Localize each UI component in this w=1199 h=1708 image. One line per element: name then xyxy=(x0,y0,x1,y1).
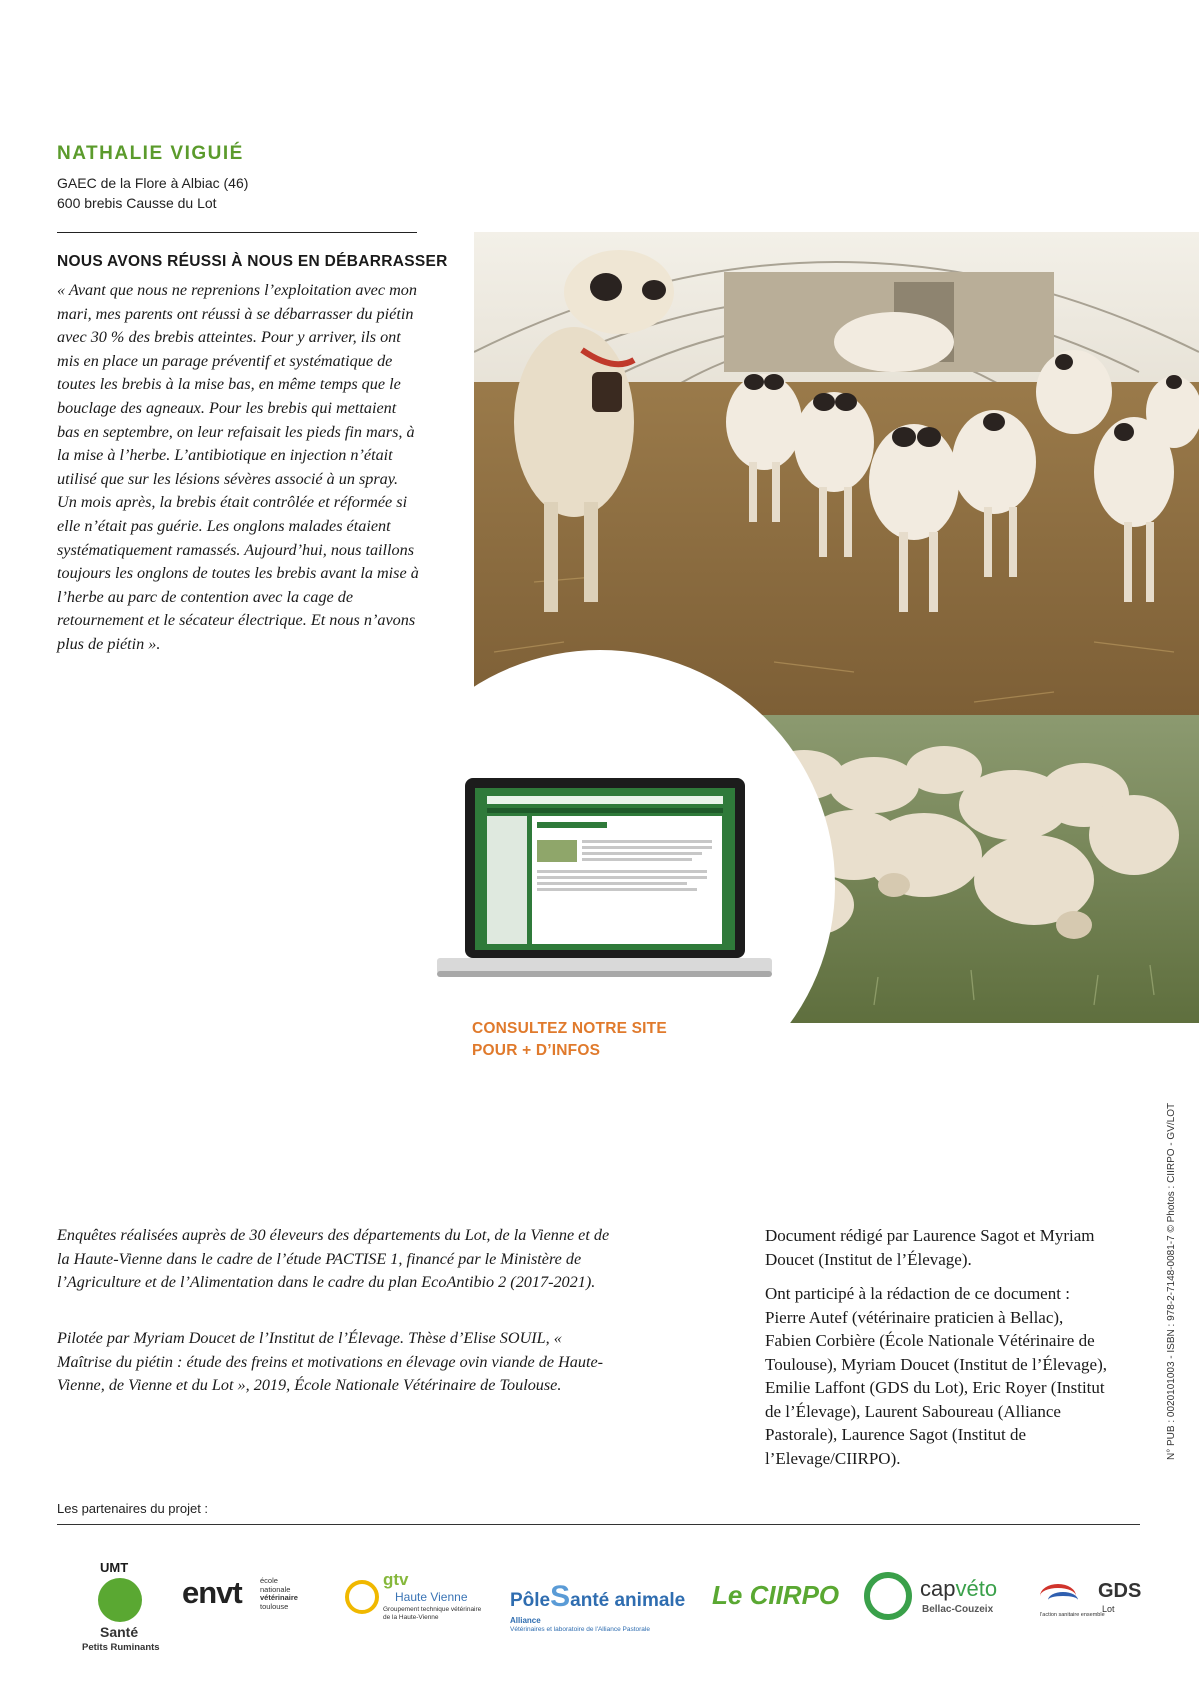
laptop-website-image xyxy=(437,778,772,1000)
participants-credit: Ont participé à la rédaction de ce document : Pierre Autef (vétérinaire praticien à Bellac), Fabien Corbière (École Nationale Vétérinaire de Toulouse), Myriam Doucet (Institut de l’Élevage), Emilie Laffont (GDS du Lot), Eric Royer (Institut de l’Élevage), Laurent Saboureau (Alliance Pastorale), Laurence Sagot (Institut de l’Elevage/CIIRPO). xyxy=(765,1284,1108,1468)
umt-sante-logo: UMT Santé Petits Ruminants xyxy=(82,1560,160,1653)
publication-credit: N° PUB : 0020101003 - ISBN : 978-2-7148-0081-7 © Photos : CIIRPO - GV/LOT xyxy=(1166,1102,1177,1460)
section-heading: NOUS AVONS RÉUSSI À NOUS EN DÉBARRASSER xyxy=(57,253,448,270)
author-farm: GAEC de la Flore à Albiac (46) xyxy=(57,175,249,191)
capveto-arrow-icon xyxy=(864,1572,912,1620)
survey-description: Enquêtes réalisées auprès de 30 éleveurs des départements du Lot, de la Vienne et de la Haute-Vienne dans le cadre de l’étude PACTISE 1, financé par le Ministère de l’Agriculture et de l’Alimentation dans le cadre du plan EcoAntibio 2 (2017-2021). xyxy=(57,1226,610,1291)
ciirpo-logo: Le CIIRPO xyxy=(712,1580,840,1610)
gds-lot-logo: GDS Lot l'action sanitaire ensemble xyxy=(1040,1580,1142,1618)
barn-sheep-photo xyxy=(474,232,1199,715)
cta-line-1: CONSULTEZ NOTRE SITE xyxy=(472,1020,667,1037)
pole-sante-animale-logo: PôleSanté animale Alliance Vétérinaires et laboratoire de l'Alliance Pastorale xyxy=(510,1580,686,1633)
umt-sheep-icon xyxy=(98,1578,142,1622)
author-herd: 600 brebis Causse du Lot xyxy=(57,195,217,211)
thesis-reference: Pilotée par Myriam Doucet de l’Institut de l’Élevage. Thèse d’Elise SOUIL, « Maîtrise du piétin : étude des freins et motivations en élevage ovin viande de Haute-Vienne, de Vienne et du Lot », 2019, École Nationale Vétérinaire de Toulouse. xyxy=(57,1329,604,1394)
partners-label: Les partenaires du projet : xyxy=(57,1501,209,1516)
cta-line-2: POUR + D’INFOS xyxy=(472,1042,601,1059)
author-name: NATHALIE VIGUIÉ xyxy=(57,143,244,164)
capveto-logo: capvéto Bellac-Couzeix xyxy=(864,1572,1014,1627)
website-cta[interactable] xyxy=(472,1018,667,1062)
testimony-quote: « Avant que nous ne reprenions l’exploitation avec mon mari, mes parents ont réussi à se débarrasser du piétin avec 30 % des brebis atteintes. Pour y arriver, ils ont mis en place un parage préventif et systématique de toutes les brebis à la mise bas, en même temps que le bouclage des agneaux. Pour les brebis qui mettaient bas en septembre, on leur refaisait les pieds fin mars, à la mise à l’herbe. L’antibiotique en injection n’était utilisé que sur les lésions sévères associé à un spray. Un mois après, la brebis était contrôlée et réformée si elle n’était pas guérie. Les onglons malades étaient systématiquement ramassés. Aujourd’hui, nous taillons toujours les onglons de toutes les brebis avant la mise à l’herbe au parc de contention avec la cage de retournement et le sécateur électrique. Et nous n’avons plus de piétin ». xyxy=(57,281,419,653)
authors-credit: Document rédigé par Laurence Sagot et Myriam Doucet (Institut de l’Élevage). xyxy=(765,1226,1095,1269)
divider xyxy=(57,1524,1140,1525)
envt-logo: envt école nationale vétérinaire toulouse xyxy=(182,1575,298,1611)
divider xyxy=(57,232,417,233)
gtv-circle-icon xyxy=(345,1580,379,1614)
gtv-logo: gtv Haute Vienne Groupement technique vétérinaire de la Haute-Vienne xyxy=(345,1568,480,1638)
